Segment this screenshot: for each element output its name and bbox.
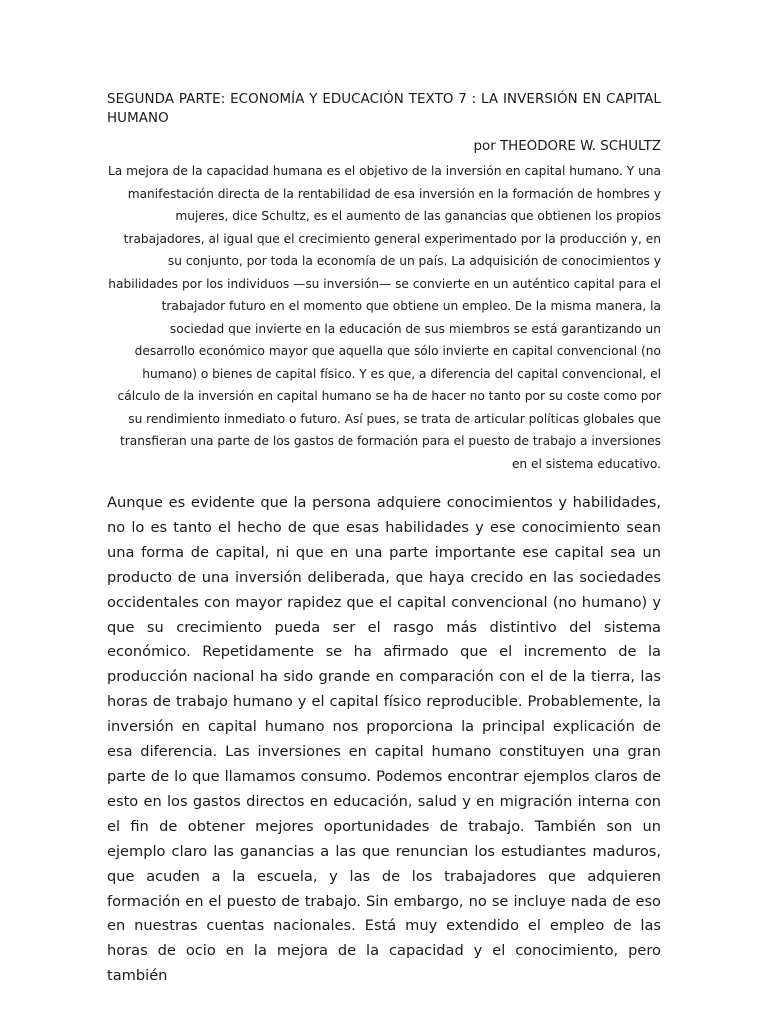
document-author: por THEODORE W. SCHULTZ [473, 139, 661, 154]
document-page [107, 90, 661, 989]
document-title: SEGUNDA PARTE: ECONOMÍA Y EDUCACIÓN TEXTO 7 : LA INVERSIÓN EN CAPITAL HUMANO [107, 92, 661, 126]
abstract-paragraph: La mejora de la capacidad humana es el objetivo de la inversión en capital humano. Y una manifestación directa de la rentabilidad de esa inversión en la formación de hombres y mujeres, dice Schultz, es el aumento de las ganancias que obtienen los propios trabajadores, al igual que el crecimiento general experimentado por la producción y, en su conjunto, por toda la economía de un país. La adquisición de conocimientos y habilidades por los individuos —su inversión— se convierte en un auténtico capital para el trabajador futuro en el momento que obtiene un empleo. De la misma manera, la sociedad que invierte en la educación de sus miembros se está garantizando un desarrollo económico mayor que aquella que sólo invierte en capital convencional (no humano) o bienes de capital físico. Y es que, a diferencia del capital convencional, el cálculo de la inversión en capital humano se ha de hacer no tanto por su coste como por su rendimiento inmediato o futuro. Así pues, se trata de articular políticas globales que transfieran una parte de los gastos de formación para el puesto de trabajo a inversiones en el sistema educativo. [107, 164, 661, 471]
body-paragraph: Aunque es evidente que la persona adquiere conocimientos y habilidades, no lo es tanto el hecho de que esas habilidades y ese conocimiento sean una forma de capital, ni que en una parte importante ese capital sea un producto de una inversión deliberada, que haya crecido en las sociedades occidentales con mayor rapidez que el capital convencional (no humano) y que su crecimiento pueda ser el rasgo más distintivo del sistema económico. Repetidamente se ha afirmado que el incremento de la producción nacional ha sido grande en comparación con el de la tierra, las horas de trabajo humano y el capital físico reproducible. Probablemente, la inversión en capital humano nos proporciona la principal explicación de esa diferencia. Las inversiones en capital humano constituyen una gran parte de lo que llamamos consumo. Podemos encontrar ejemplos claros de esto en los gastos directos en educación, salud y en migración interna con el fin de obtener mejores oportunidades de trabajo. También son un ejemplo claro las ganancias a las que renuncian los estudiantes maduros, que acuden a la escuela, y las de los trabajadores que adquieren formación en el puesto de trabajo. Sin embargo, no se incluye nada de eso en nuestras cuentas nacionales. Está muy extendido el empleo de las horas de ocio en la mejora de la capacidad y el conocimiento, pero también [107, 494, 661, 985]
